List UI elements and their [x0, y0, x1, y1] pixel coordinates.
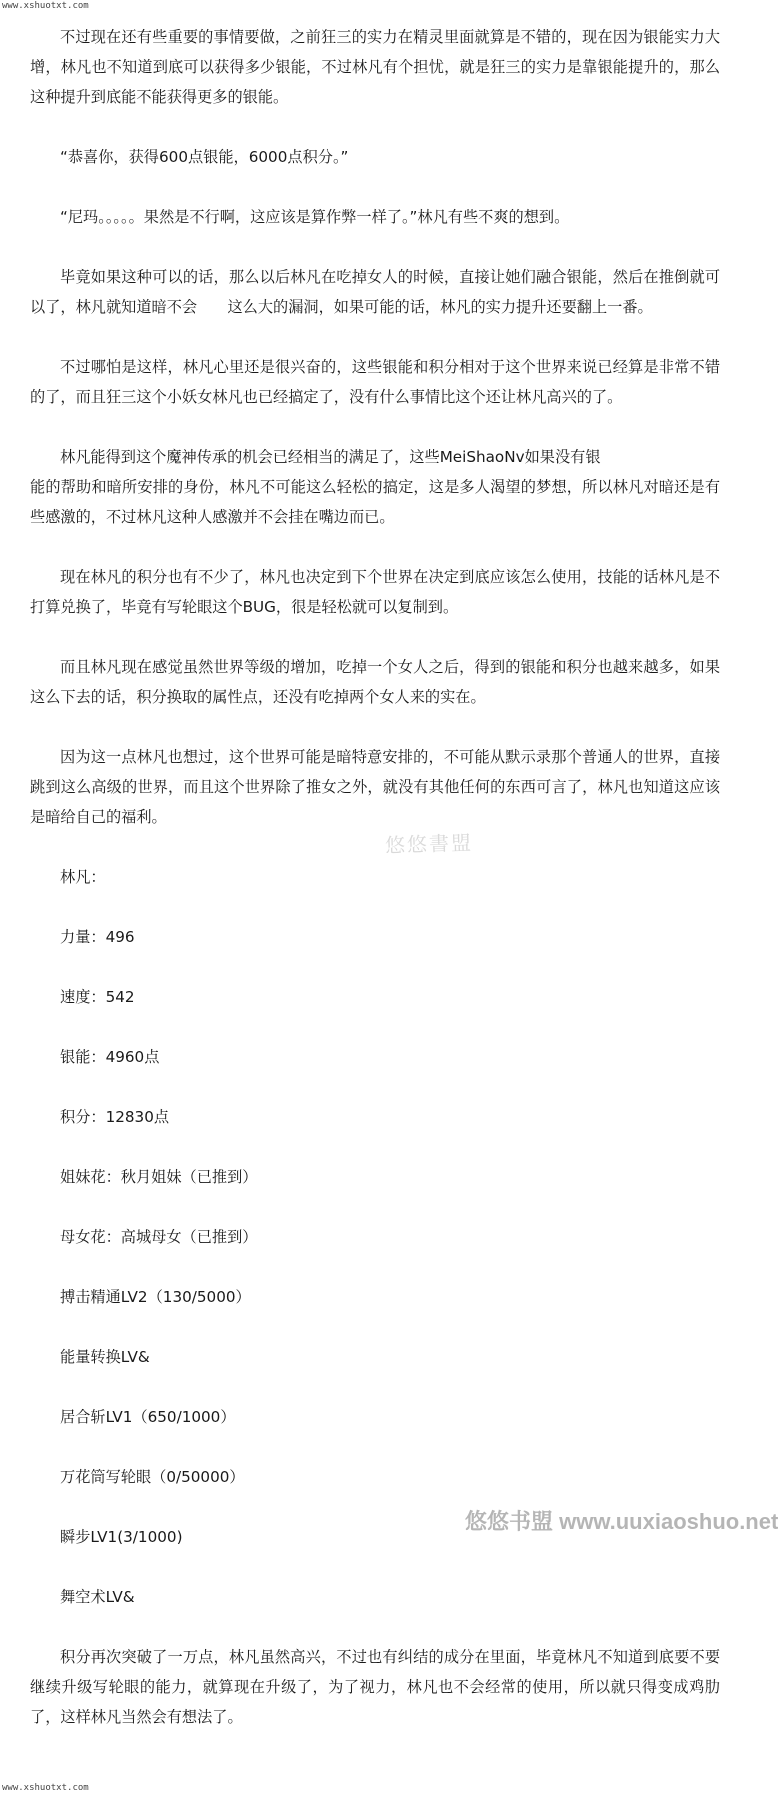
- stat-sisters: 姐妹花：秋月姐妹（已推到）: [60, 1168, 258, 1186]
- source-url-footer: www.xshuotxt.com: [2, 1783, 89, 1793]
- paragraph-8: 而且林凡现在感觉虽然世界等级的增加，吃掉一个女人之后，得到的银能和积分也越来越多，如果这么下去的话，积分换取的属性点，还没有吃掉两个女人来的实在。: [30, 658, 720, 706]
- character-stats: [30, 862, 720, 1612]
- closing-paragraph: 积分再次突破了一万点，林凡虽然高兴，不过也有纠结的成分在里面，毕竟林凡不知道到底要不要继续升级写轮眼的能力，就算现在升级了，为了视力，林凡也不会经常的使用，所以就只得变成鸡肋了，这样林凡当然会有想法了。: [30, 1648, 720, 1726]
- stat-strength: 力量：496: [60, 928, 135, 946]
- paragraph-4: 毕竟如果这种可以的话，那么以后林凡在吃掉女人的时候，直接让她们融合银能，然后在推倒就可以了，林凡就知道暗不会 这么大的漏洞，如果可能的话，林凡的实力提升还要翻上一番。: [30, 268, 720, 316]
- paragraph-9: 因为这一点林凡也想过，这个世界可能是暗特意安排的，不可能从默示录那个普通人的世界，直接跳到这么高级的世界，而且这个世界除了推女之外，就没有其他任何的东西可言了，林凡也知道这应该是暗给自己的福利。: [30, 748, 720, 826]
- watermark-url: 悠悠书盟 www.uuxiaoshuo.net: [465, 1509, 778, 1534]
- stat-speed: 速度：542: [60, 988, 135, 1006]
- stat-skill-sharingan: 万花筒写轮眼（0/50000）: [60, 1468, 245, 1486]
- stat-skill-iai: 居合斩LV1（650/1000）: [60, 1408, 236, 1426]
- stat-skill-combat: 搏击精通LV2（130/5000）: [60, 1288, 251, 1306]
- paragraph-6: 林凡能得到这个魔神传承的机会已经相当的满足了，这些MeiShaoNv如果没有银 能的帮助和暗所安排的身份，林凡不可能这么轻松的搞定，这是多人渴望的梦想，所以林凡对暗还是有些感激的，不过林凡这种人感激并不会挂在嘴边而已。: [30, 448, 720, 526]
- stat-silver-energy: 银能：4960点: [60, 1048, 160, 1066]
- stat-skill-energy-conversion: 能量转换LV&: [60, 1348, 150, 1366]
- watermark-text: 悠悠書盟: [384, 830, 474, 858]
- paragraph-7: 现在林凡的积分也有不少了，林凡也决定到下个世界在决定到底应该怎么使用，技能的话林凡是不打算兑换了，毕竟有写轮眼这个BUG，很是轻松就可以复制到。: [30, 568, 720, 616]
- stat-skill-flash-step: 瞬步LV1(3/1000): [60, 1528, 183, 1546]
- stat-mother-daughter: 母女花：高城母女（已推到）: [60, 1228, 258, 1246]
- paragraph-5: 不过哪怕是这样，林凡心里还是很兴奋的，这些银能和积分相对于这个世界来说已经算是非常不错的了，而且狂三这个小妖女林凡也已经搞定了，没有什么事情比这个还让林凡高兴的了。: [30, 358, 720, 406]
- stat-points: 积分：12830点: [60, 1108, 170, 1126]
- source-url-header: www.xshuotxt.com: [2, 1, 89, 11]
- stat-name: 林凡：: [60, 868, 106, 886]
- paragraph-2: “恭喜你，获得600点银能，6000点积分。”: [60, 148, 349, 166]
- chapter-body: [30, 22, 766, 1762]
- stat-skill-flight: 舞空术LV&: [60, 1588, 135, 1606]
- paragraph-1: 不过现在还有些重要的事情要做，之前狂三的实力在精灵里面就算是不错的，现在因为银能实力大增，林凡也不知道到底可以获得多少银能，不过林凡有个担忧，就是狂三的实力是靠银能提升的，那么 这种提升到底能不能获得更多的银能。: [30, 28, 766, 106]
- paragraph-3: “尼玛。。。。。果然是不行啊，这应该是算作弊一样了。”林凡有些不爽的想到。: [60, 208, 570, 226]
